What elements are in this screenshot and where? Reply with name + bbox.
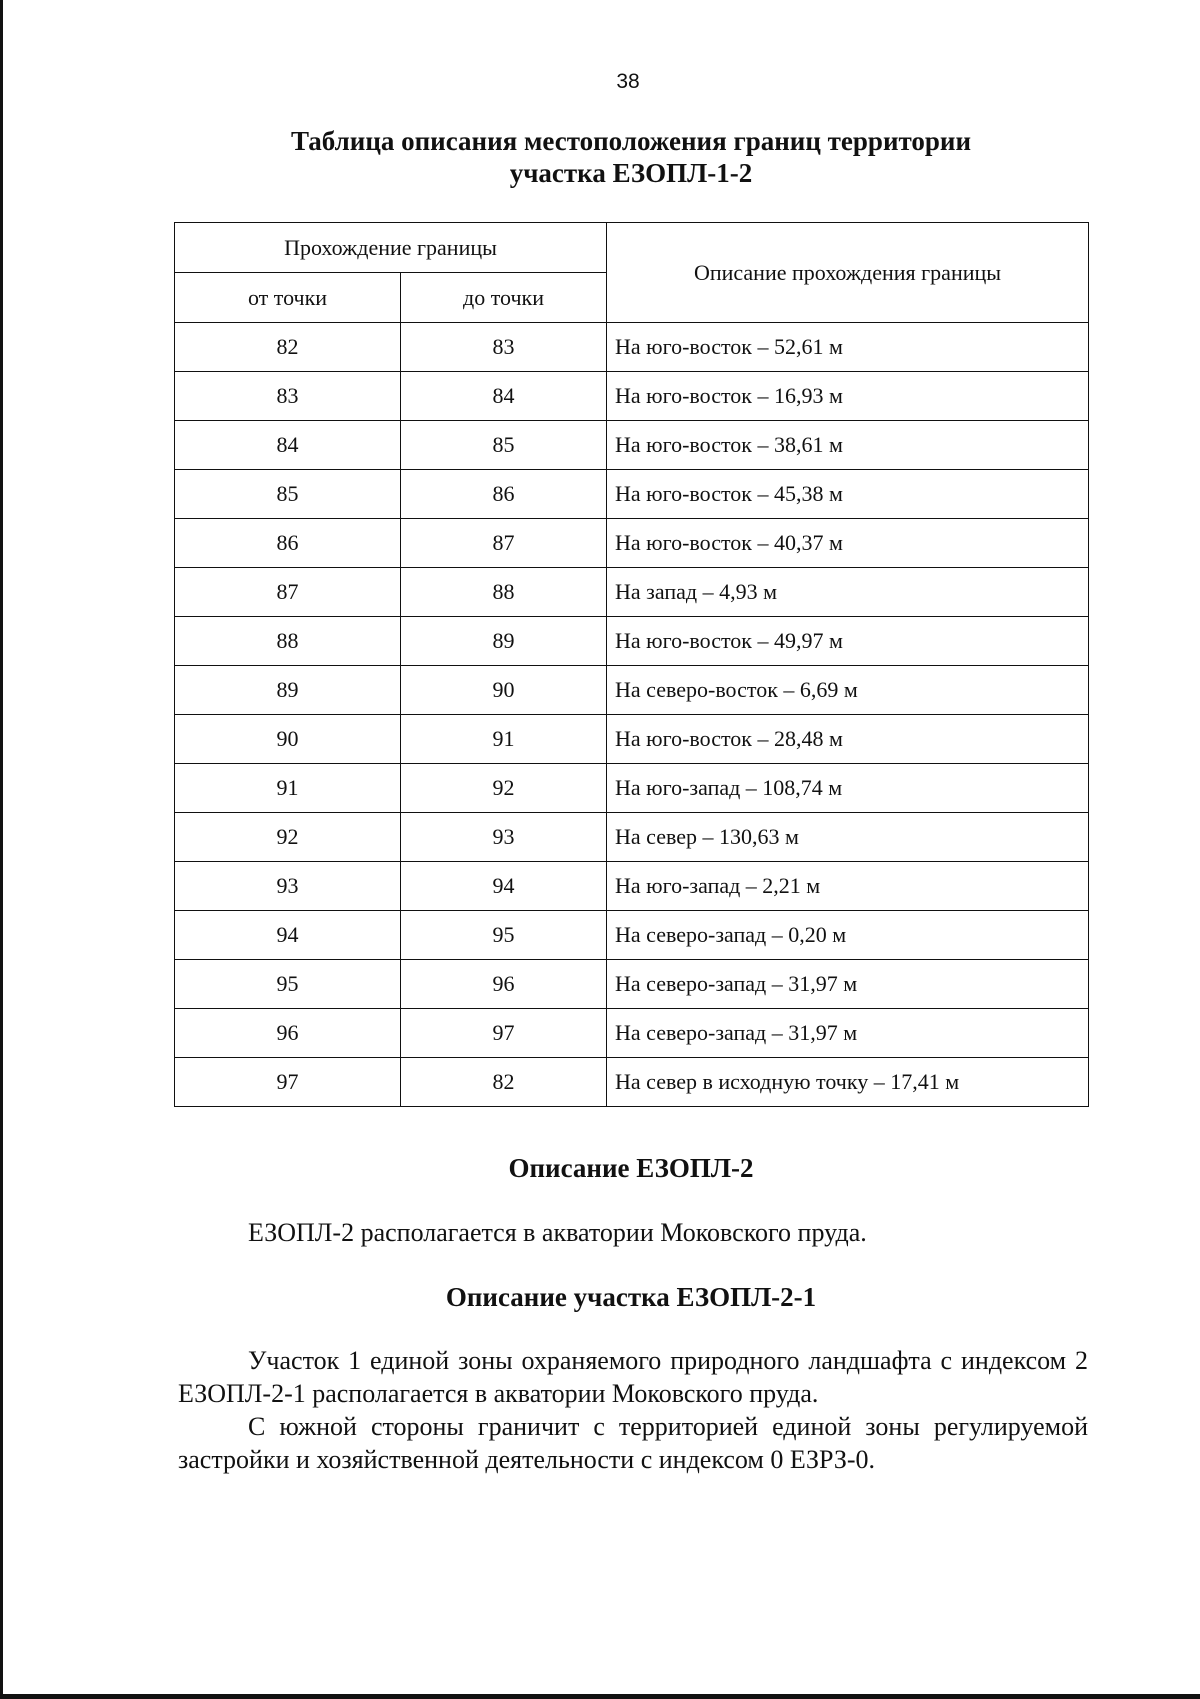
cell-from-point: 89 — [175, 666, 401, 715]
cell-to-point: 89 — [401, 617, 607, 666]
cell-from-point: 86 — [175, 519, 401, 568]
table-row — [175, 666, 1089, 715]
cell-from-point: 94 — [175, 911, 401, 960]
cell-to-point: 94 — [401, 862, 607, 911]
table-row — [175, 960, 1089, 1009]
cell-from-point: 85 — [175, 470, 401, 519]
header-to-point: до точки — [401, 273, 607, 323]
cell-to-point: 87 — [401, 519, 607, 568]
cell-description: На северо-запад – 31,97 м — [607, 960, 1089, 1009]
table-row — [175, 323, 1089, 372]
cell-to-point: 92 — [401, 764, 607, 813]
table-row — [175, 372, 1089, 421]
cell-from-point: 97 — [175, 1058, 401, 1107]
paragraph-ezopl-2-1-south-border — [178, 1410, 1088, 1476]
cell-description: На северо-восток – 6,69 м — [607, 666, 1089, 715]
cell-from-point: 93 — [175, 862, 401, 911]
cell-to-point: 88 — [401, 568, 607, 617]
cell-description: На северо-запад – 31,97 м — [607, 1009, 1089, 1058]
boundary-table — [174, 222, 1089, 1107]
table-row — [175, 715, 1089, 764]
document-title-line-1: Таблица описания местоположения границ территории — [290, 126, 972, 156]
table-row — [175, 862, 1089, 911]
table-row — [175, 519, 1089, 568]
cell-description: На север в исходную точку – 17,41 м — [607, 1058, 1089, 1107]
paragraph-ezopl-2-location — [178, 1216, 1088, 1249]
table-row — [175, 470, 1089, 519]
cell-to-point: 90 — [401, 666, 607, 715]
cell-description: На юго-восток – 45,38 м — [607, 470, 1089, 519]
cell-from-point: 83 — [175, 372, 401, 421]
cell-to-point: 82 — [401, 1058, 607, 1107]
table-row — [175, 1058, 1089, 1107]
cell-from-point: 82 — [175, 323, 401, 372]
table-row — [175, 421, 1089, 470]
scan-bottom-edge — [0, 1694, 1200, 1699]
cell-to-point: 93 — [401, 813, 607, 862]
cell-from-point: 90 — [175, 715, 401, 764]
cell-to-point: 91 — [401, 715, 607, 764]
cell-to-point: 96 — [401, 960, 607, 1009]
page-number: 38 — [616, 70, 640, 93]
cell-to-point: 83 — [401, 323, 607, 372]
cell-to-point: 95 — [401, 911, 607, 960]
cell-description: На запад – 4,93 м — [607, 568, 1089, 617]
table-row — [175, 764, 1089, 813]
table-row — [175, 1009, 1089, 1058]
cell-to-point: 84 — [401, 372, 607, 421]
cell-description: На северо-запад – 0,20 м — [607, 911, 1089, 960]
cell-description: На юго-восток – 49,97 м — [607, 617, 1089, 666]
cell-description: На юго-восток – 38,61 м — [607, 421, 1089, 470]
cell-from-point: 91 — [175, 764, 401, 813]
cell-to-point: 85 — [401, 421, 607, 470]
cell-description: На юго-восток – 40,37 м — [607, 519, 1089, 568]
cell-description: На юго-запад – 2,21 м — [607, 862, 1089, 911]
cell-description: На юго-запад – 108,74 м — [607, 764, 1089, 813]
cell-to-point: 97 — [401, 1009, 607, 1058]
cell-from-point: 84 — [175, 421, 401, 470]
table-row — [175, 911, 1089, 960]
header-boundary-description: Описание прохождения границы — [607, 223, 1089, 323]
section-heading-ezopl-2: Описание ЕЗОПЛ-2 — [508, 1153, 754, 1183]
cell-from-point: 96 — [175, 1009, 401, 1058]
cell-description: На юго-восток – 52,61 м — [607, 323, 1089, 372]
document-title-line-2: участка ЕЗОПЛ-1-2 — [509, 158, 753, 188]
paragraph-ezopl-2-1-location — [178, 1344, 1088, 1410]
table-row — [175, 813, 1089, 862]
cell-from-point: 95 — [175, 960, 401, 1009]
cell-description: На юго-восток – 16,93 м — [607, 372, 1089, 421]
cell-from-point: 87 — [175, 568, 401, 617]
table-row — [175, 568, 1089, 617]
cell-from-point: 92 — [175, 813, 401, 862]
cell-description: На север – 130,63 м — [607, 813, 1089, 862]
scan-left-edge — [0, 0, 3, 1699]
section-heading-ezopl-2-1: Описание участка ЕЗОПЛ-2-1 — [445, 1282, 817, 1312]
paragraph-text: ЕЗОПЛ-2 располагается в акватории Моковского пруда. — [248, 1218, 867, 1247]
paragraph-text: Участок 1 единой зоны охраняемого природного ландшафта с индексом 2 ЕЗОПЛ-2-1 располагается в акватории Моковского пруда. — [178, 1346, 1088, 1408]
cell-description: На юго-восток – 28,48 м — [607, 715, 1089, 764]
cell-from-point: 88 — [175, 617, 401, 666]
header-from-point: от точки — [175, 273, 401, 323]
paragraph-text: С южной стороны граничит с территорией единой зоны регулируемой застройки и хозяйственной деятельности с индексом 0 ЕЗРЗ-0. — [178, 1412, 1088, 1474]
header-boundary-passage: Прохождение границы — [175, 223, 607, 273]
document-title — [175, 125, 1087, 189]
cell-to-point: 86 — [401, 470, 607, 519]
table-row — [175, 617, 1089, 666]
